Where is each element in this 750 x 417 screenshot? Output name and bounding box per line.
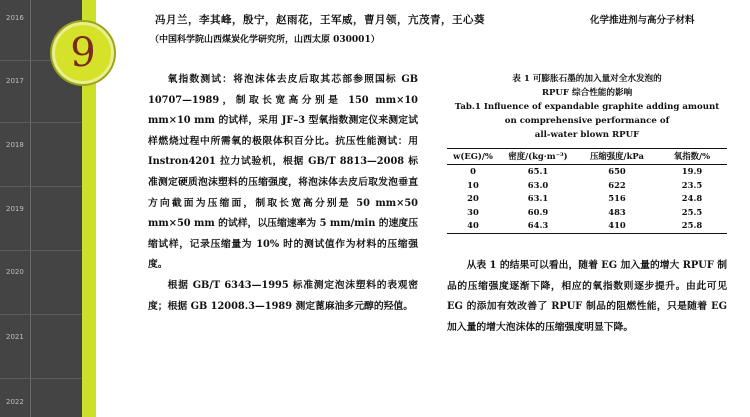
- table-cell: 622: [608, 179, 626, 190]
- table-cell: 516: [608, 193, 626, 203]
- affiliation-line: （中国科学院山西煤炭化学研究所，山西太原 030001）: [150, 35, 380, 45]
- caption-cn-line: RPUF 综合性能的影响: [541, 88, 633, 98]
- table-cell: 410: [608, 220, 626, 230]
- paragraph: 根据 GB/T 6343—1995 标准测定泡沫塑料的表观密度；根据 GB 12008.3—1989 测定蓖麻油多元醇的羟值。: [148, 279, 418, 312]
- timeline-divider: [0, 314, 82, 315]
- table-row: [447, 165, 727, 179]
- timeline-divider: [0, 186, 82, 187]
- timeline-divider: [0, 378, 82, 379]
- table-caption: [447, 72, 727, 142]
- timeline-divider: [0, 250, 82, 251]
- caption-en-line: Tab.1 Influence of expandable graphite adding amount: [454, 102, 720, 112]
- caption-en-line: on comprehensive performance of: [504, 116, 670, 126]
- table-row: [447, 219, 727, 233]
- table-header-cell: 氧指数/%: [673, 151, 711, 161]
- table-cell: 20: [467, 193, 479, 203]
- table-header-cell: 密度/(kg·m⁻³): [508, 151, 568, 161]
- table-cell: 40: [467, 220, 479, 230]
- paragraph: 氧指数测试：将泡沫体去皮后取其芯部参照国标 GB 10707—1989，制取长宽高分别是 150 mm×10 mm×10 mm 的试样，采用 JF–3 型氧指数测定仪来测定试样燃烧过程中所需氧的极限体积百分比。抗压性能测试：用 Instron4201 拉力试验机，根据 GB/T 8813—2008 标准测定硬质泡沫塑料的压缩强度，将泡沫体去皮后取发泡垂直方向截面为压缩面，制取长宽高分别是 50 mm×50 mm×50 mm 的试样，以压缩速率为 5 mm/min 的速度压缩试样，记录压缩量为 10% 时的测试值作为材料的压缩强度。: [148, 74, 418, 271]
- table-row: [447, 192, 727, 206]
- table-block: [447, 72, 727, 234]
- caption-cn-line: 表 1 可膨胀石墨的加入量对全水发泡的: [512, 74, 662, 84]
- table-cell: 19.9: [681, 166, 703, 176]
- timeline-year: 2022: [6, 398, 24, 406]
- table-cell: 63.1: [527, 193, 549, 203]
- timeline-line: [30, 0, 31, 417]
- table-row: [447, 206, 727, 220]
- timeline-divider: [0, 122, 82, 123]
- right-column-text: 从表 1 的结果可以看出，随着 EG 加入量的增大 RPUF 制品的压缩强度逐渐下降，相应的氧指数则逐步提升。由此可见 EG 的添加有效改善了 RPUF 制品的阻燃性能，只是随着 EG 加入量的增大泡沫体的压缩强度明显下降。: [447, 260, 727, 333]
- table-cell: 25.5: [681, 206, 703, 217]
- timeline-year: 2017: [6, 77, 24, 85]
- timeline-year: 2019: [6, 205, 24, 213]
- table-cell: 30: [467, 206, 479, 217]
- slide-number: 9: [70, 30, 96, 76]
- slide-number-badge: [52, 22, 114, 84]
- timeline-year: 2021: [6, 333, 24, 341]
- table-header-cell: 压缩强度/kPa: [590, 151, 644, 161]
- table-cell: 10: [467, 179, 479, 190]
- table-row: [447, 179, 727, 193]
- journal-name: 化学推进剂与高分子材料: [590, 15, 695, 26]
- authors-line: 冯月兰，李其峰，殷宁，赵雨花，王军威，曹月领，亢茂青，王心葵: [155, 14, 485, 26]
- table-header-cell: w(EG)/%: [453, 151, 493, 161]
- table-cell: 25.8: [681, 220, 703, 230]
- table-cell: 0: [470, 166, 476, 176]
- timeline-year: 2018: [6, 141, 24, 149]
- caption-en-line: all-water blown RPUF: [534, 130, 640, 140]
- timeline-year: 2016: [6, 14, 24, 22]
- left-column-text: [148, 70, 418, 317]
- timeline-year: 2020: [6, 268, 24, 276]
- table-header-row: [447, 149, 727, 165]
- table-cell: 64.3: [527, 220, 549, 230]
- table-cell: 23.5: [681, 179, 703, 190]
- table-cell: 650: [608, 166, 626, 176]
- table-cell: 483: [608, 206, 626, 217]
- table-cell: 60.9: [527, 206, 549, 217]
- table-cell: 65.1: [527, 166, 549, 176]
- table-cell: 63.0: [527, 179, 549, 190]
- table-cell: 24.8: [681, 193, 703, 203]
- data-table: [447, 148, 727, 234]
